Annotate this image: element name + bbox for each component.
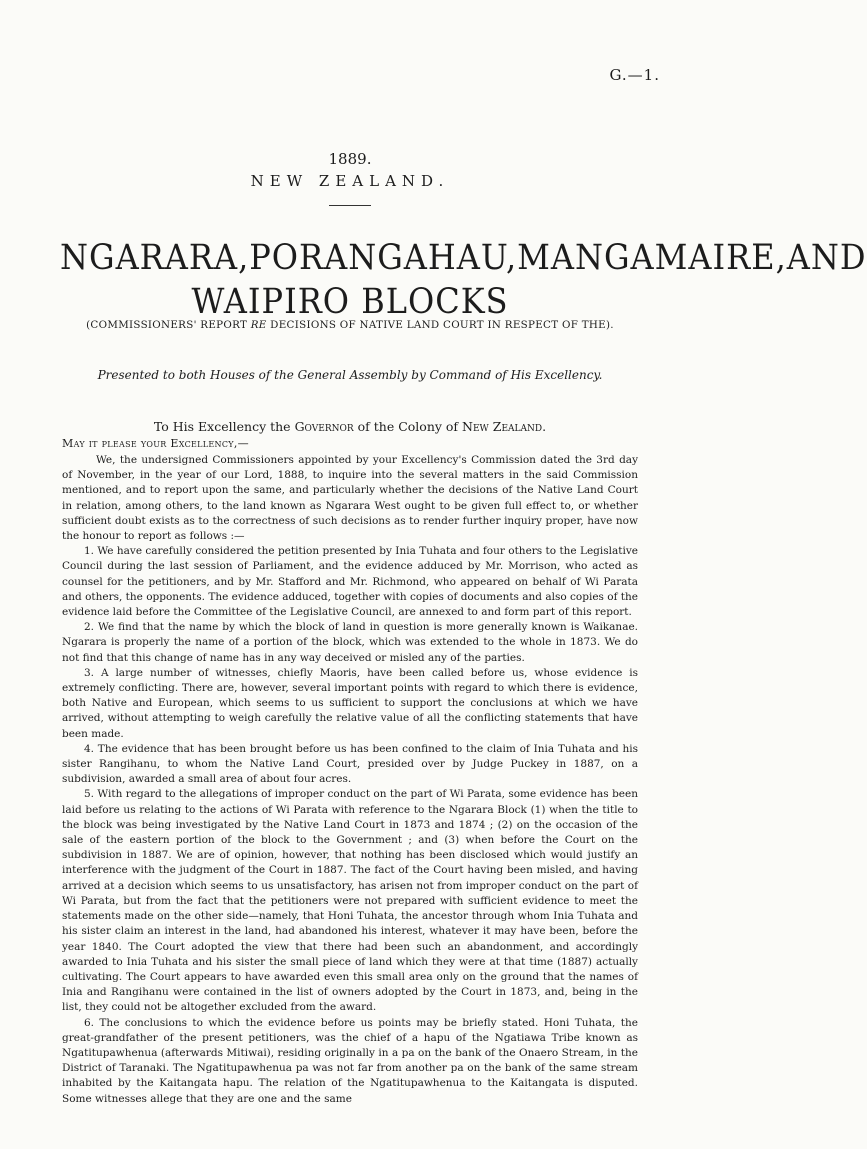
title-word: MANGAMAIRE, <box>517 236 787 278</box>
address-text: . <box>542 419 547 434</box>
title-word: AND <box>786 236 867 278</box>
body-paragraph: 5. With regard to the allegations of improper conduct on the part of Wi Parata, some evidence has been laid before us relating to the actions of Wi Parata with reference to the Ngarara Block (1) when the title to the block was being investigated by the Native Land Court in 1873 and 1874 ; (2) on the occasion of the sale of the eastern portion of the block to the Government ; and (3) when before the Court on the subdivision in 1887. We are of opinion, however, that nothing has been disclosed which would justify an interference with the judgment of the Court in 1887. The fact of the Court having been misled, and having arrived at a decision which seems to us unsatisfactory, has arisen not from improper conduct on the part of Wi Parata, but from the fact that the petitioners were not prepared with sufficient evidence to meet the statements made on the other side—namely, that Honi Tuhata, the ancestor through whom Inia Tuhata and his sister claim an interest in the land, had abandoned his interest, whatever it may have been, before the year 1840. The Court adopted the view that there had been such an abandonment, and accordingly awarded to Inia Tuhata and his sister the small piece of land which they were at that time (1887) actually cultivating. The Court appears to have awarded even this small area only on the ground that the names of Inia and Rangihanu were contained in the list of owners adopted by the Court in 1873, and, being in the list, they could not be altogether excluded from the award. <box>62 788 638 1014</box>
title-word: PORANGAHAU, <box>249 236 518 278</box>
body-paragraph: 1. We have carefully considered the petition presented by Inia Tuhata and four others to the Legislative Council during the last session of Parliament, and the evidence adduced by Mr. Morrison, who acted as counsel for the petitioners, and by Mr. Stafford and Mr. Richmond, who appeared on behalf of Wi Parata and others, the opponents. The evidence adduced, together with copies of documents and also copies of the evidence laid before the Committee of the Legislative Council, are annexed to and form part of this report. <box>62 545 638 619</box>
publication-year: 1889. <box>328 150 372 168</box>
report-body <box>62 453 638 1107</box>
address-colony: New Zealand <box>462 419 543 434</box>
report-title-line-1 <box>60 236 867 278</box>
subtitle-text: (COMMISSIONERS' REPORT <box>86 319 251 331</box>
letter-salutation: May it please your Excellency,— <box>62 437 249 450</box>
address-text: To His Excellency the <box>153 419 295 434</box>
address-governor: Governor <box>294 419 354 434</box>
address-text: of the Colony of <box>353 419 463 434</box>
country-heading: NEW ZEALAND. <box>250 172 450 190</box>
report-title-line-2: WAIPIRO BLOCKS <box>191 280 509 322</box>
subtitle-text: DECISIONS OF NATIVE LAND COURT IN RESPECT OF THE). <box>266 319 614 331</box>
title-word: NGARARA, <box>60 236 250 278</box>
parliamentary-paper-reference: G.—1. <box>609 66 660 84</box>
body-paragraph: 4. The evidence that has been brought before us has been confined to the claim of Inia Tuhata and his sister Rangihanu, to whom the Native Land Court, presided over by Judge Puckey in 1887, on a subdivision, awarded a small area of about four acres. <box>62 742 638 786</box>
presented-line: Presented to both Houses of the General Assembly by Command of His Excellency. <box>97 368 603 382</box>
subtitle-italic: RE <box>250 319 267 331</box>
title-divider <box>329 205 371 206</box>
body-paragraph: 3. A large number of witnesses, chiefly Maoris, have been called before us, whose evidence is extremely conflicting. There are, however, several important points with regard to which there is evidence, both Native and European, which seems to us sufficient to support the conclusions at which we have arrived, without attempting to weigh carefully the relative value of all the conflicting statements that have been made. <box>62 666 638 740</box>
report-subtitle <box>0 319 700 331</box>
letter-address <box>0 419 700 434</box>
body-paragraph: We, the undersigned Commissioners appointed by your Excellency's Commission dated the 3rd day of November, in the year of our Lord, 1888, to inquire into the several matters in the said Commission mentioned, and to report upon the same, and particularly whether the decisions of the Native Land Court in relation, among others, to the land known as Ngarara West ought to be given full effect to, or whether sufficient doubt exists as to the correctness of such decisions as to render further inquiry proper, have now the honour to report as follows :— <box>62 454 638 543</box>
body-paragraph: 6. The conclusions to which the evidence before us points may be briefly stated. Honi Tuhata, the great-grandfather of the present petitioners, was the chief of a hapu of the Ngatiawa Tribe known as Ngatitupawhenua (afterwards Mitiwai), residing originally in a pa on the bank of the Onaero Stream, in the District of Taranaki. The Ngatitupawhenua pa was not far from another pa on the bank of the same stream inhabited by the Kaitangata hapu. The relation of the Ngatitupawhenua to the Kaitangata is disputed. Some witnesses allege that they are one and the same <box>62 1016 638 1105</box>
body-paragraph: 2. We find that the name by which the block of land in question is more generally known is Waikanae. Ngarara is properly the name of a portion of the block, which was extended to the whole in 1873. We do not find that this change of name has in any way deceived or misled any of the parties. <box>62 621 638 664</box>
